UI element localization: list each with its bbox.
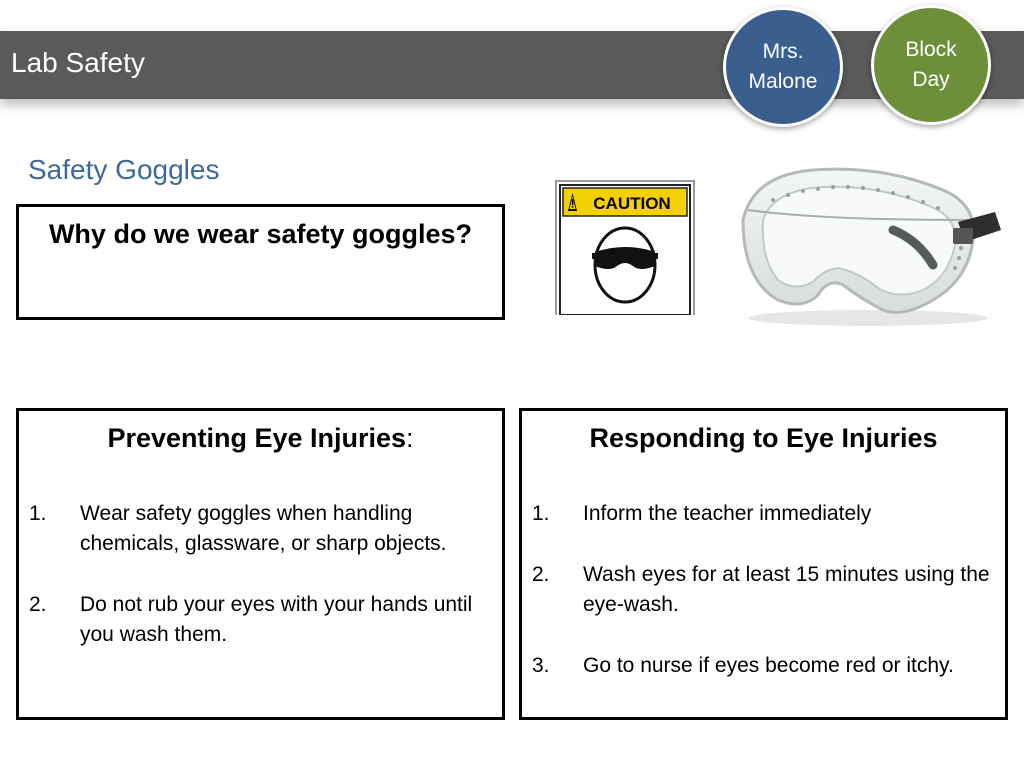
list-item-text: Wash eyes for at least 15 minutes using the eye-wash. [583,563,990,616]
preventing-eye-injuries-box [16,408,505,720]
block-badge-line-1: Block [905,38,957,61]
list-item-number: 1. [29,502,47,525]
block-badge-line-2: Day [912,68,950,91]
block-day-badge [871,5,991,125]
responding-heading: Responding to Eye Injuries [589,423,938,453]
section-subtitle: Safety Goggles [28,154,220,185]
preventing-heading-colon: : [406,423,414,453]
safety-goggles-icon [733,160,1008,330]
list-item-number: 1. [532,502,550,525]
teacher-badge-line-2: Malone [748,70,818,93]
preventing-list [19,499,502,681]
question-box [16,204,505,320]
teacher-badge-line-1: Mrs. [762,40,804,63]
list-item-number: 2. [532,563,550,586]
list-item [19,590,502,650]
question-text: Why do we wear safety goggles? [48,219,473,249]
preventing-heading-text: Preventing Eye Injuries [107,423,407,453]
list-item-text: Inform the teacher immediately [583,502,872,525]
teacher-badge [723,7,843,127]
slide-title: Lab Safety [11,47,145,78]
list-item [19,499,502,559]
list-item [522,651,1005,681]
list-item-text: Do not rub your eyes with your hands until you wash them. [80,593,473,646]
caution-label: CAUTION [593,194,671,213]
list-item-text: Go to nurse if eyes become red or itchy. [583,654,954,677]
list-item [522,499,1005,529]
list-item-number: 2. [29,593,47,616]
list-item [522,560,1005,620]
responding-eye-injuries-box [519,408,1008,720]
caution-goggles-sign-icon [555,180,695,315]
responding-list [522,499,1005,712]
list-item-text: Wear safety goggles when handling chemicals, glassware, or sharp objects. [80,502,447,555]
list-item-number: 3. [532,654,550,677]
preventing-heading [19,423,502,454]
